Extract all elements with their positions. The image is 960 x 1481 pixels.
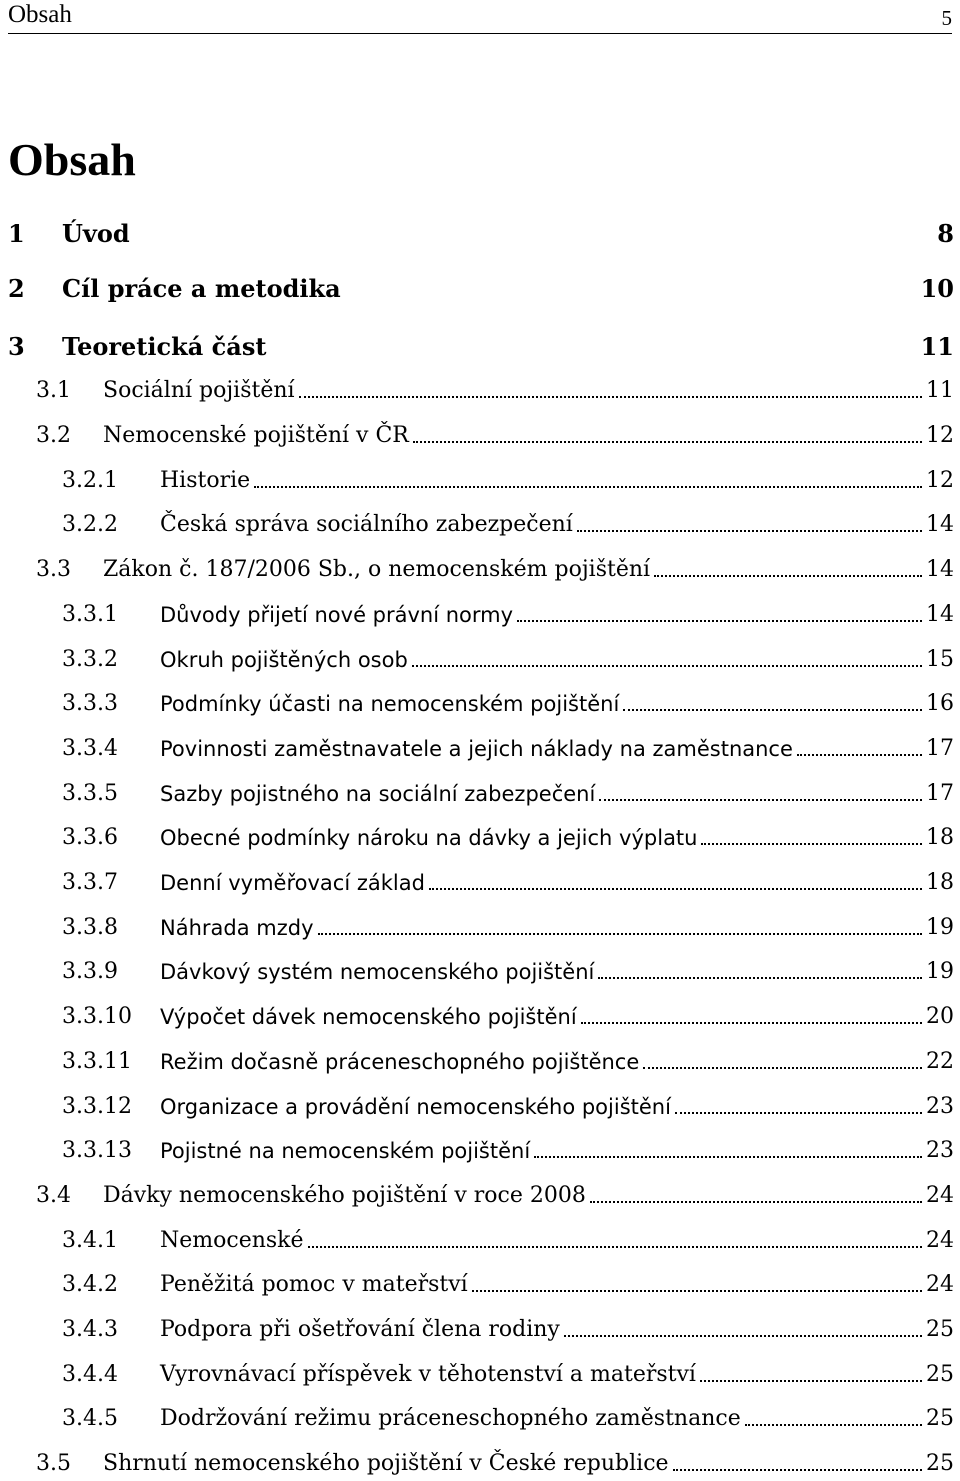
toc-entry[interactable] [0,821,960,855]
toc-entry-page: 25 [926,1361,954,1387]
toc-entry-page: 18 [926,870,954,895]
running-title: Obsah [8,1,72,28]
toc-entry[interactable] [0,1224,960,1258]
toc-entry-title: Podmínky účasti na nemocenském pojištění [160,692,620,717]
toc-entry-title: Denní vyměřovací základ [160,871,425,895]
toc-entry-title: Důvody přijetí nové právní normy [160,602,514,627]
toc-leader-dots [472,1290,922,1292]
toc-entry[interactable] [0,911,960,945]
toc-leader-dots [429,888,922,890]
toc-entry-number: 3.4.1 [62,1227,118,1253]
toc-leader-dots [673,1469,922,1471]
toc-entry-page: 15 [926,646,954,672]
toc-entry-page: 24 [926,1227,954,1253]
toc-entry-number: 2 [8,274,25,303]
toc-entry-number: 3.1 [36,378,71,403]
toc-entry-page: 23 [926,1138,954,1164]
toc-entry-title: Dávky nemocenského pojištění v roce 2008 [103,1182,586,1208]
toc-entry-number: 3.3.10 [62,1004,132,1030]
toc-leader-dots [517,620,922,622]
toc-leader-dots [675,1112,922,1114]
toc-entry[interactable] [0,1313,960,1347]
toc-entry-title: Organizace a provádění nemocenského pojištění [160,1094,671,1119]
toc-entry[interactable] [0,955,960,989]
toc-entry-title: Úvod [62,219,130,248]
toc-entry-title: Dávkový systém nemocenského pojištění [160,960,595,985]
toc-entry-title: Historie [160,467,251,493]
toc-entry-title: Okruh pojištěných osob [160,647,408,672]
toc-entry-number: 3.3.4 [62,735,118,761]
toc-entry-title: Shrnutí nemocenského pojištění v České republice [103,1451,669,1477]
toc-entry-page: 11 [926,378,954,403]
toc-leader-dots [299,396,922,398]
toc-entry-number: 3.3.5 [62,780,118,806]
toc-entry[interactable] [0,374,960,408]
toc-entry-number: 3.4.3 [62,1317,118,1342]
toc-entry-title: Pojistné na nemocenském pojištění [160,1139,531,1164]
toc-entry[interactable] [0,1045,960,1079]
toc-entry[interactable] [0,217,960,251]
toc-entry[interactable] [0,1179,960,1213]
toc-entry-title: Sociální pojištění [103,378,295,403]
toc-leader-dots [623,709,922,711]
toc-entry-title: Výpočet dávek nemocenského pojištění [160,1005,577,1030]
toc-entry-page: 12 [926,467,954,493]
toc-entry-number: 3.3.1 [62,601,118,627]
toc-entry-title: Povinnosti zaměstnavatele a jejich náklady na zaměstnance [160,736,793,761]
toc-entry[interactable] [0,1134,960,1168]
toc-entry-page: 24 [926,1182,954,1208]
toc-entry-number: 3.2 [36,423,71,448]
toc-leader-dots [254,486,922,488]
toc-entry[interactable] [0,866,960,900]
toc-entry-page: 17 [926,780,954,806]
toc-entry[interactable] [0,1000,960,1034]
toc-entry[interactable] [0,643,960,677]
toc-entry-title: Podpora při ošetřování člena rodiny [160,1317,560,1342]
toc-entry[interactable] [0,330,960,364]
toc-entry-number: 3.2.2 [62,512,118,538]
toc-entry[interactable] [0,464,960,498]
toc-entry-number: 3.4.5 [62,1406,118,1432]
toc-entry-number: 3.3 [36,557,71,583]
toc-entry-page: 14 [926,512,954,538]
page-number: 5 [941,6,952,30]
toc-entry-title: Peněžitá pomoc v mateřství [160,1272,468,1298]
toc-entry-page: 14 [926,557,954,583]
toc-entry-page: 11 [920,332,954,361]
toc-entry-number: 3.3.3 [62,691,118,717]
toc-entry[interactable] [0,598,960,632]
toc-entry-number: 3.2.1 [62,467,118,493]
toc-entry-number: 3.3.13 [62,1138,132,1164]
toc-leader-dots [598,977,922,979]
toc-leader-dots [700,1380,922,1382]
toc-leader-dots [412,665,922,667]
toc-entry-page: 19 [926,959,954,985]
toc-entry[interactable] [0,1090,960,1124]
toc-entry-title: Nemocenské pojištění v ČR [103,423,409,448]
toc-entry-number: 1 [8,219,25,248]
toc-entry-page: 12 [926,423,954,448]
toc-entry-page: 20 [926,1004,954,1030]
toc-entry[interactable] [0,687,960,721]
toc-leader-dots [599,799,922,801]
toc-leader-dots [797,754,922,756]
toc-entry-number: 3.3.9 [62,959,118,985]
toc-entry[interactable] [0,1402,960,1436]
toc-entry-page: 25 [926,1406,954,1432]
toc-entry-number: 3.3.12 [62,1093,132,1119]
toc-leader-dots [654,575,922,577]
toc-entry-number: 3 [8,332,25,361]
toc-entry[interactable] [0,1358,960,1392]
toc-entry-title: Cíl práce a metodika [62,274,341,303]
toc-entry-number: 3.3.7 [62,870,118,895]
toc-entry-page: 25 [926,1451,954,1477]
toc-entry-number: 3.4.2 [62,1272,118,1298]
toc-leader-dots [413,441,922,443]
toc-entry-page: 19 [926,914,954,940]
toc-entry-title: Zákon č. 187/2006 Sb., o nemocenském pojištění [103,557,651,583]
toc-leader-dots [581,1022,922,1024]
toc-entry-title: Teoretická část [62,332,267,361]
toc-entry[interactable] [0,272,960,306]
toc-leader-dots [590,1201,922,1203]
toc-entry-title: Režim dočasně práceneschopného pojištěnce [160,1049,640,1074]
toc-entry-number: 3.5 [36,1451,71,1477]
toc-entry-page: 14 [926,601,954,627]
toc-entry-title: Sazby pojistného na sociální zabezpečení [160,781,596,806]
toc-entry-page: 22 [926,1048,954,1074]
toc-leader-dots [577,530,922,532]
toc-entry-title: Náhrada mzdy [160,915,314,940]
toc-entry[interactable] [0,1447,960,1481]
toc-entry-title: Česká správa sociálního zabezpečení [160,512,573,538]
toc-leader-dots [308,1246,922,1248]
toc-title: Obsah [8,134,136,185]
toc-entry[interactable] [0,419,960,453]
toc-entry-page: 8 [937,219,954,248]
toc-leader-dots [745,1424,922,1426]
toc-leader-dots [643,1067,922,1069]
toc-entry-page: 17 [926,735,954,761]
toc-entry[interactable] [0,732,960,766]
toc-entry-title: Nemocenské [160,1227,304,1253]
toc-entry-page: 23 [926,1093,954,1119]
toc-leader-dots [534,1156,922,1158]
toc-leader-dots [701,843,922,845]
toc-entry-title: Dodržování režimu práceneschopného zaměstnance [160,1406,741,1432]
toc-entry-number: 3.3.8 [62,914,118,940]
toc-entry[interactable] [0,553,960,587]
toc-entry-page: 25 [926,1317,954,1342]
toc-entry-page: 18 [926,825,954,851]
toc-entry-number: 3.4.4 [62,1361,118,1387]
toc-entry-title: Obecné podmínky nároku na dávky a jejich výplatu [160,826,698,851]
toc-entry-page: 10 [920,274,954,303]
toc-entry[interactable] [0,508,960,542]
toc-entry-number: 3.3.2 [62,646,118,672]
toc-entry-number: 3.4 [36,1182,71,1208]
toc-entry-title: Vyrovnávací příspěvek v těhotenství a mateřství [160,1361,696,1387]
toc-entry[interactable] [0,777,960,811]
toc-entry-number: 3.3.11 [62,1048,132,1074]
toc-leader-dots [318,933,922,935]
toc-entry-page: 16 [926,691,954,717]
toc-leader-dots [564,1335,922,1337]
toc-entry[interactable] [0,1268,960,1302]
toc-entry-number: 3.3.6 [62,825,118,851]
toc-entry-page: 24 [926,1272,954,1298]
